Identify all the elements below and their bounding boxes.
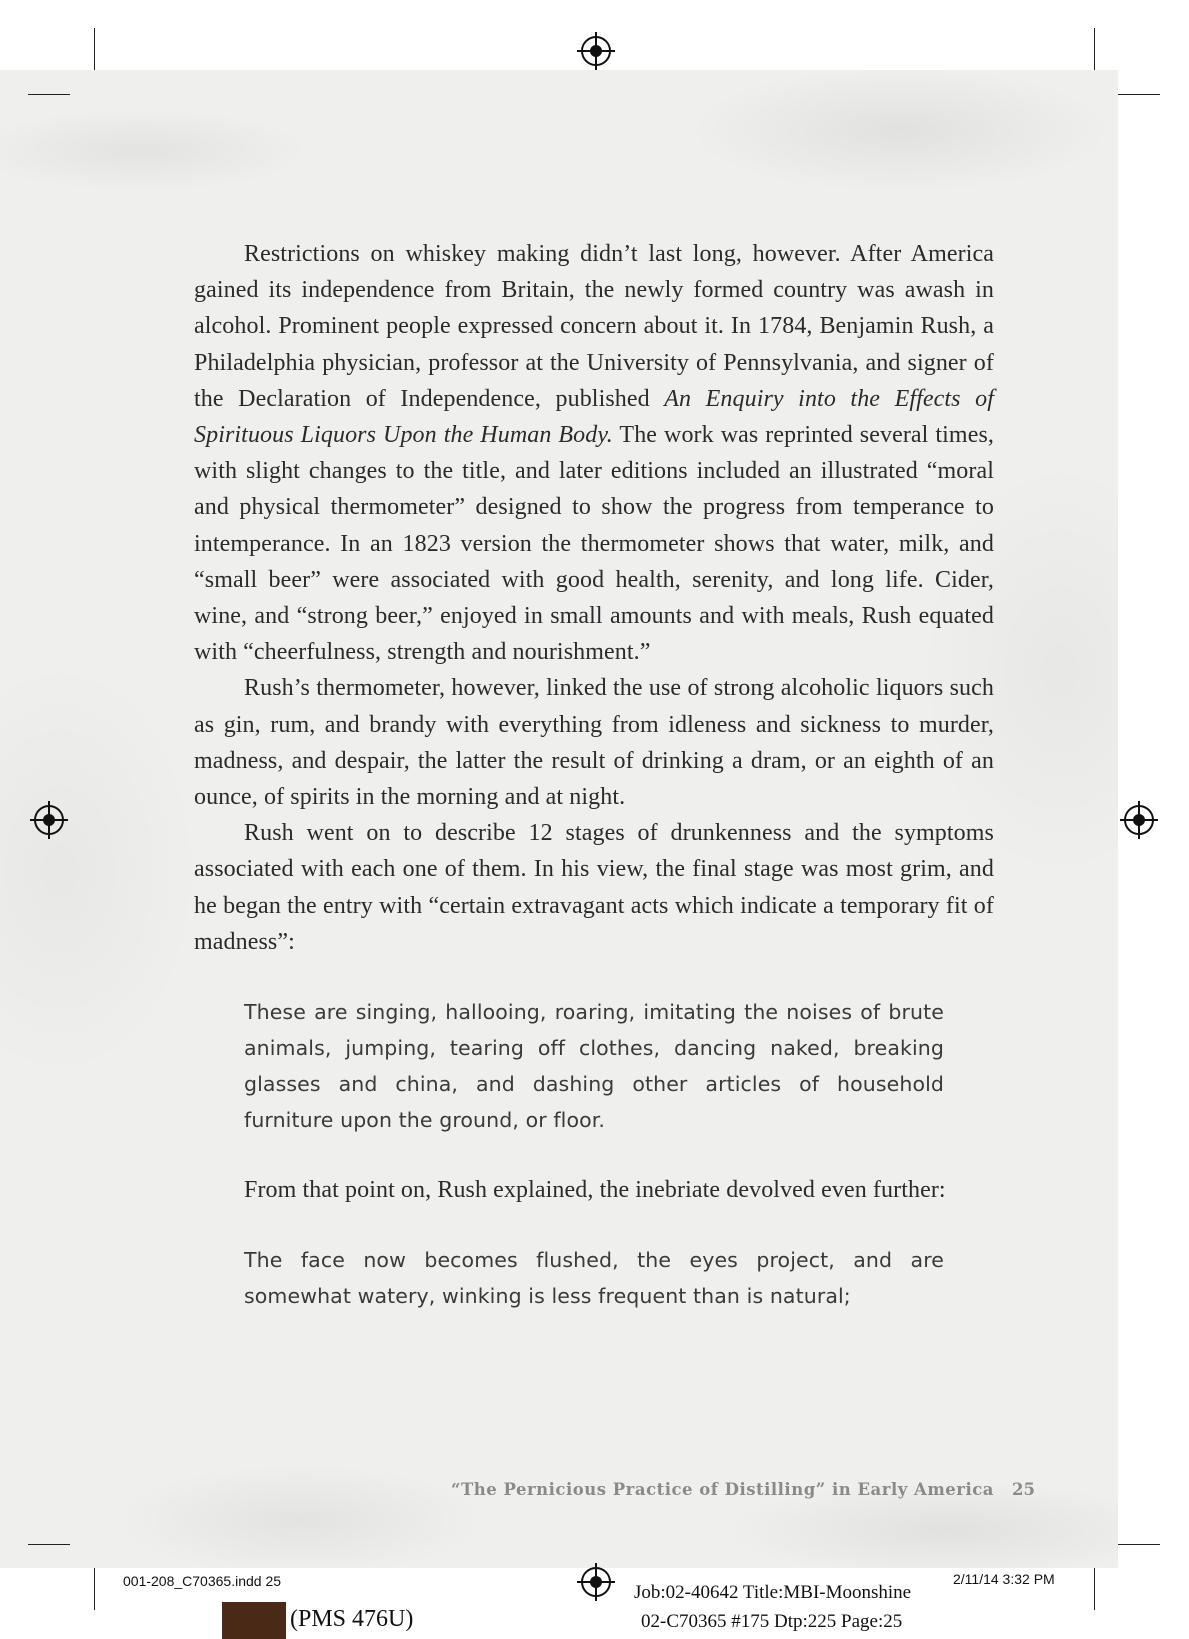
block-quote: The face now becomes flushed, the eyes project, and are somewhat watery, winking is less frequent than is natural; (244, 1248, 944, 1309)
pms-label: (PMS 476U) (290, 1606, 414, 1632)
slug-job-details: 02-C70365 #175 Dtp:225 Page:25 (641, 1611, 903, 1632)
color-swatch (222, 1602, 286, 1639)
registration-mark-icon (34, 805, 64, 835)
crop-mark-bottom-right-vertical (1094, 1568, 1095, 1610)
paragraph: Rush’s thermometer, however, linked the use of strong alcoholic liquors such as gin, rum, and brandy with everything from idleness and sickness to murder, madness, and despair, the latter the result of drinking a dram, or an eighth of an ounce, of spirits in the morning and at night. (194, 675, 994, 811)
slug-filename: 001-208_C70365.indd 25 (123, 1573, 282, 1589)
running-head: “The Pernicious Practice of Distilling” in Early America (451, 1480, 994, 1499)
crop-mark-bottom-right-horizontal (1118, 1544, 1160, 1545)
registration-mark-icon (581, 1567, 611, 1597)
slug-date: 2/11/14 3:32 PM (953, 1571, 1055, 1587)
slug-job-info: Job:02-40642 Title:MBI-Moonshine (634, 1582, 912, 1603)
crop-mark-bottom-left-vertical (94, 1568, 95, 1610)
paragraph: From that point on, Rush explained, the inebriate devolved even further: (244, 1177, 946, 1204)
registration-mark-icon (581, 36, 611, 66)
book-title: An Enquiry into the Effects of Spirituous Liquors Upon the Human Body. (194, 385, 994, 449)
crop-mark-bottom-left-horizontal (28, 1544, 70, 1545)
paragraph: Restrictions on whiskey making didn’t last long, however. After America gained its independence from Britain, the newly formed country was awash in alcohol. Prominent people expressed concern about it. In 1784, Benjamin Rush, a Philadelphia physician, professor at the University of Pennsylvania, and signer of the Declaration of Independence, published An Enquiry into the Effects of Spirituous Liquors Upon the Human Body. The work was reprinted several times, with slight changes to the title, and later editions included an illustrated “moral and physical thermometer” designed to show the progress from temperance to intemperance. In an 1823 version the thermometer shows that water, milk, and “small beer” were associated with good health, serenity, and long life. Cider, wine, and “strong beer,” enjoyed in small amounts and with meals, Rush equated with “cheerfulness, strength and nourishment.” (194, 241, 994, 666)
crop-mark-top-right-horizontal (1118, 94, 1160, 95)
crop-mark-top-right-vertical (1094, 28, 1095, 70)
block-quote: These are singing, hallooing, roaring, imitating the noises of brute animals, jumping, tearing off clothes, dancing naked, breaking glasses and china, and dashing other articles of household furniture upon the ground, or floor. (244, 1000, 944, 1133)
crop-mark-top-left-horizontal (28, 94, 70, 95)
registration-mark-icon (1124, 805, 1154, 835)
body-text (194, 236, 994, 1314)
crop-mark-top-left-vertical (94, 28, 95, 70)
page-number: 25 (1012, 1480, 1035, 1499)
paragraph: Rush went on to describe 12 stages of drunkenness and the symptoms associated with each one of them. In his view, the final stage was most grim, and he began the entry with “certain extravagant acts which indicate a temporary fit of madness”: (194, 820, 994, 955)
